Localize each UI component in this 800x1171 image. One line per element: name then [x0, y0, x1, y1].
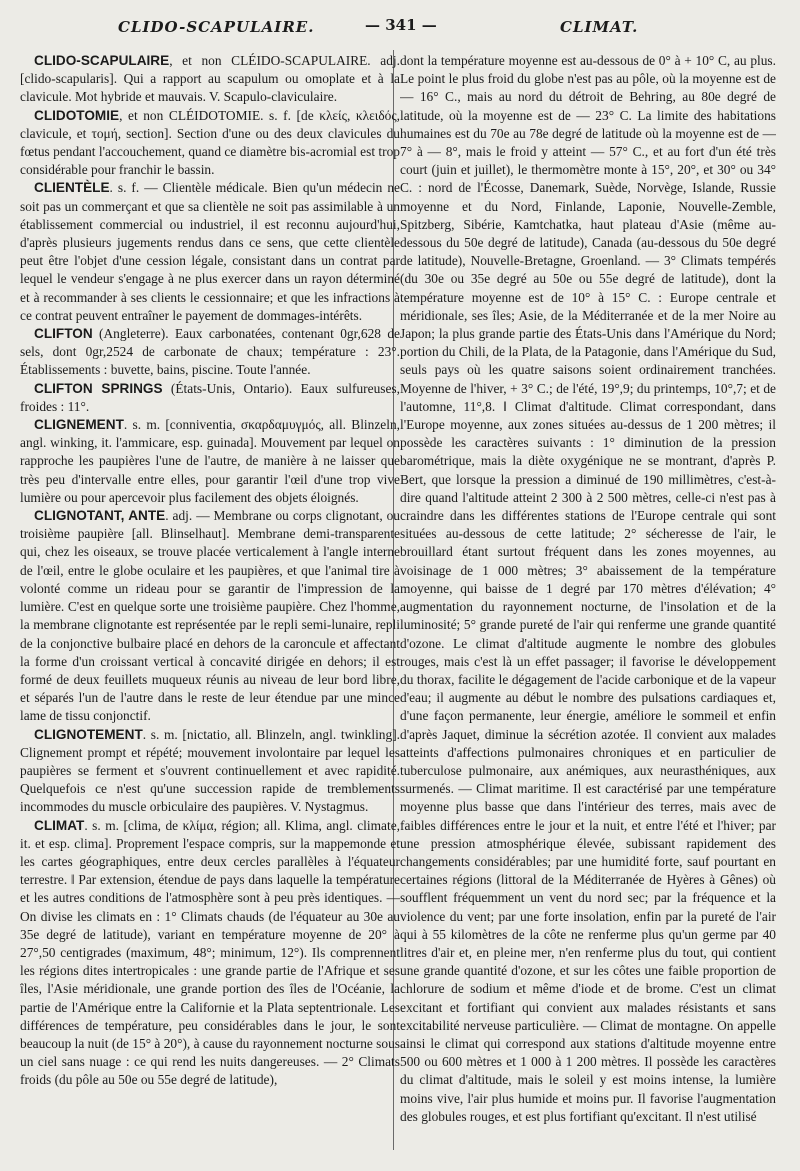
headword: CLIGNEMENT [34, 417, 124, 433]
entry-text: . s. m. [nictatio, all. Blinzeln, angl. twinkling]. Clignement prompt et répété; mouvement involontaire par lequel les paupières se ferment et s'ouvrent continuellement et avec rapidité. Quelquefois ce n'est qu'une succession rapide de tremblements incommodes du muscle orbiculaire des paupières. V. Nystagmus. [20, 726, 400, 815]
headword: CLIGNOTANT, ANTE [34, 508, 166, 524]
entry-clidotomie [20, 107, 400, 180]
running-head [0, 12, 800, 42]
entry-clignotement [20, 726, 400, 817]
page-number: — 341 — [365, 16, 437, 34]
headword: CLIDO-SCAPULAIRE [34, 53, 170, 68]
entry-clientele [20, 179, 400, 325]
entry-text: , et non CLÉIDOTOMIE. s. f. [de κλείς, κλειδός, clavicule, et τομή, section]. Section d'une ou des deux clavicules du fœtus pendant l'accouchement, quand ce diamètre bis-acromial est trop considérable pour franchir le bassin. [20, 107, 400, 178]
entry-climat [20, 817, 400, 1090]
entry-climat-continued: dont la température moyenne est au-dessous de 0° à + 10° C, au plus. Le point le plus froid du globe n'est pas au pôle, où la moyenne est de — 16° C., mais au nord du détroit de Behring, au 80e degré de latitude, où la moyenne est de — 23° C. La limite des habitations humaines est du 70e au 78e degré de latitude où la moyenne est de — 7° à — 8°, mais le froid y atteint — 57° C., et au fort d'un été très court (juin et juillet), le thermomètre monte à 15°, 20°, et 30° ou 34° C. : nord de l'Écosse, Danemark, Suède, Norvège, Islande, Russie moyenne et du Nord, Finlande, Laponie, Nouvelle-Zemble, Spitzberg, Sibérie, Kamtchatka, haut plateau d'Asie (même au-dessous du 50e degré de latitude), Canada (au-dessous du 50e degré de latitude), Nouvelle-Bretagne, Groenland. — 3° Climats tempérés (du 30e ou 35e degré au 50e ou 55e degré de latitude), dont la température moyenne est de 10° à 15° C. : Europe centrale et méridionale, ses îles; Asie, de la Méditerranée et de la mer Noire au Japon; la plus grande partie des États-Unis dans l'Amérique du Nord; portion du Chili, de la Plata, de la Patagonie, dans l'Amérique du Sud, seuls pays où les quatre saisons soient ordinairement tranchées. Moyenne de l'hiver, + 3° C.; de l'été, 19°,9; du printemps, 10°,7; et de l'automne, 11°,8. ‖ Climat d'altitude. Climat correspondant, dans l'Europe moyenne, aux zones situées au-dessus de 1 200 mètres; il possède les caractères suivants : 1° diminution de la pression barométrique, mais la diète oxygénique ne se montrant, d'après P. Bert, que lorsque la pression a diminué de 190 millimètres, c'est-à-dire quand l'altitude atteint 2 300 à 2 500 mètres, celle-ci n'est pas à craindre dans les différentes stations de l'Europe centrale qui sont situées au-dessous de cette latitude; 2° sécheresse de l'air, le brouillard étant surtout fréquent dans les zones moyennes, au voisinage de 1 000 mètres; 3° abaissement de la température moyenne, qui baisse de 1 degré par 170 mètres d'élévation; 4° augmentation du rayonnement nocturne, de l'insolation et de la luminosité; 5° grande pureté de l'air qui renferme une grande quantité d'ozone. Le climat d'altitude augmente le nombre des globules rouges, mais c'est là un effet passager; il favorise le développement du thorax, facilite le dégagement de l'acide carbonique et de la vapeur d'eau; il augmente au début le nombre des pulsations cardiaques et, d'une façon permanente, leur énergie, améliore le sommeil et enfin d'après Jaquet, diminue la sécrétion azotée. Il convient aux malades atteints d'affections pulmonaires chroniques et en particulier de tuberculose pulmonaire, aux anémiques, aux neurasthéniques, aux surmenés. — Climat maritime. Il est caractérisé par une température moyenne plus basse que dans l'intérieur des terres, mais avec de faibles différences entre le jour et la nuit, et entre l'été et l'hiver; par une pression atmosphérique élevée, subissant rapidement des changements considérables; par une humidité forte, sauf pourtant en certaines régions (littoral de la Méditerranée de Hyères à Gênes) où soufflent fréquemment un vent du nord sec; par la fréquence et la violence du vent; par une forte insolation, enfin par la pureté de l'air qui à 55 kilomètres de la côte ne renferme plus qu'un germe par 40 litres d'air et, en pleine mer, n'en renferme plus du tout, qui contient une grande quantité d'ozone, et sur les côtes une faible proportion de chlorure de sodium et même d'iode et de brome. C'est un climat excitant et fortifiant qui convient aux malades résistants et sans excitabilité nerveuse particulière. — Climat de montagne. On appelle ainsi le climat qui correspond aux stations d'altitude moyenne entre 500 ou 600 mètres et 1 000 à 1 200 mètres. Il possède les caractères du climat d'altitude, mais le soleil y est moins intense, la lumière moins vive, l'air plus humide et moins pur. Il favorise l'augmentation des globules rouges, et est plus fortifiant qu'excitant. Il n'est utilisé [400, 53, 776, 1124]
right-column [400, 52, 776, 1164]
entry-text: . adj. — Membrane ou corps clignotant, ou troisième paupière [all. Blinselhaut]. Membrane demi-transparente qui, chez les oiseaux, se trouve placée verticalement à l'angle interne de l'œil, entre le globe oculaire et les paupières, et que l'animal tire à volonté comme un rideau pour se garantir de l'impression de la lumière. C'est en quelque sorte une troisième paupière. Chez l'homme, la membrane clignotante est représentée par le repli semi-lunaire, repli de la conjonctive bulbaire placé en dehors de la caroncule et affectant la forme d'un croissant vertical à concavité dirigée en dehors; il est formé de deux feuillets muqueux réunis au niveau de leur bord libre, et séparés l'un de l'autre dans le reste de leur étendue par une mince lame de tissu conjonctif. [20, 508, 400, 724]
entry-clignement [20, 416, 400, 507]
headword: CLIFTON [34, 326, 93, 342]
entry-text: . s. m. [clima, de κλίμα, région; all. Klima, angl. climate, it. et esp. clima]. Proprement l'espace compris, sur la mappemonde et les cartes géographiques, entre deux cercles parallèles à l'équateur terrestre. ‖ Par extension, étendue de pays dans laquelle la température et les autres conditions de l'atmosphère sont à peu près identiques. — On divise les climats en : 1° Climats chauds (de l'équateur au 30e au 35e degré de latitude), variant en température moyenne de 20° à 27°,50 centigrades (maximum, 48°; minimum, 12°). Ils comprennent les régions dites intertropicales : une grande partie de l'Afrique et ses îles, l'Asie méridionale, une grande portion des îles de l'Océanie, la partie de l'Amérique entre la Californie et la Plata septentrionale. Les différences de température, peu considérables dans le jour, le sont beaucoup la nuit (de 15° à 20°), à cause du rayonnement nocturne sous un ciel sans nuage : ce qui rend les nuits dangereuses. — 2° Climats froids (du pôle au 50e ou 55e degré de latitude), [20, 817, 400, 1088]
header-right-word: CLIMAT. [560, 18, 639, 36]
headword: CLIGNOTEMENT [34, 726, 143, 742]
entry-text: (Angleterre). Eaux carbonatées, contenant 0gr,628 de sels, dont 0gr,2524 de carbonate de chaux; température : 23°. Établissements : buvette, bains, piscine. Toute l'année. [20, 326, 400, 378]
entry-text: . s. m. [conniventia, σκαρδαμυγμός, all. Blinzeln, angl. winking, it. l'ammicare, esp. guinada]. Mouvement par lequel on rapproche les paupières l'une de l'autre, de manière à ne laisser que très peu d'intervalle entre elles, pour garantir l'œil d'une trop vive lumière ou pour apercevoir plus facilement des objets éloignés. [20, 417, 400, 505]
headword: CLIFTON SPRINGS [34, 380, 163, 396]
entry-text: , et non CLÉIDO-SCAPULAIRE. adj. [clido-scapularis]. Qui a rapport au scapulum ou omoplate et à la clavicule. Mot hybride et mauvais. V. Scapulo-claviculaire. [20, 53, 400, 105]
entry-clifton [20, 325, 400, 380]
header-left-word: CLIDO-SCAPULAIRE. [118, 18, 315, 36]
left-column [20, 52, 400, 1164]
entry-text: (États-Unis, Ontario). Eaux sulfureuses, froides : 11°. [20, 380, 400, 414]
entry-clignotant [20, 507, 400, 725]
headword: CLIDOTOMIE [34, 107, 120, 123]
entry-clifton-springs [20, 380, 400, 416]
entry-text: . s. f. — Clientèle médicale. Bien qu'un médecin ne soit pas un commerçant et que sa clientèle ne soit pas assimilable à un établissement commercial ou industriel, il est reconnu aujourd'hui, d'après plusieurs jugements rendus dans ce sens, que cette clientèle peut être l'objet d'une cession légale, consistant dans un contrat par lequel le vendeur s'engage à ne plus exercer dans un rayon déterminé et à recommander à ses clients le cessionnaire; et que les infractions à ce contrat peuvent entraîner le payement de dommages-intérêts. [20, 180, 400, 323]
entry-clido-scapulaire [20, 52, 400, 107]
headword: CLIMAT [34, 817, 85, 833]
headword: CLIENTÈLE [34, 180, 110, 196]
